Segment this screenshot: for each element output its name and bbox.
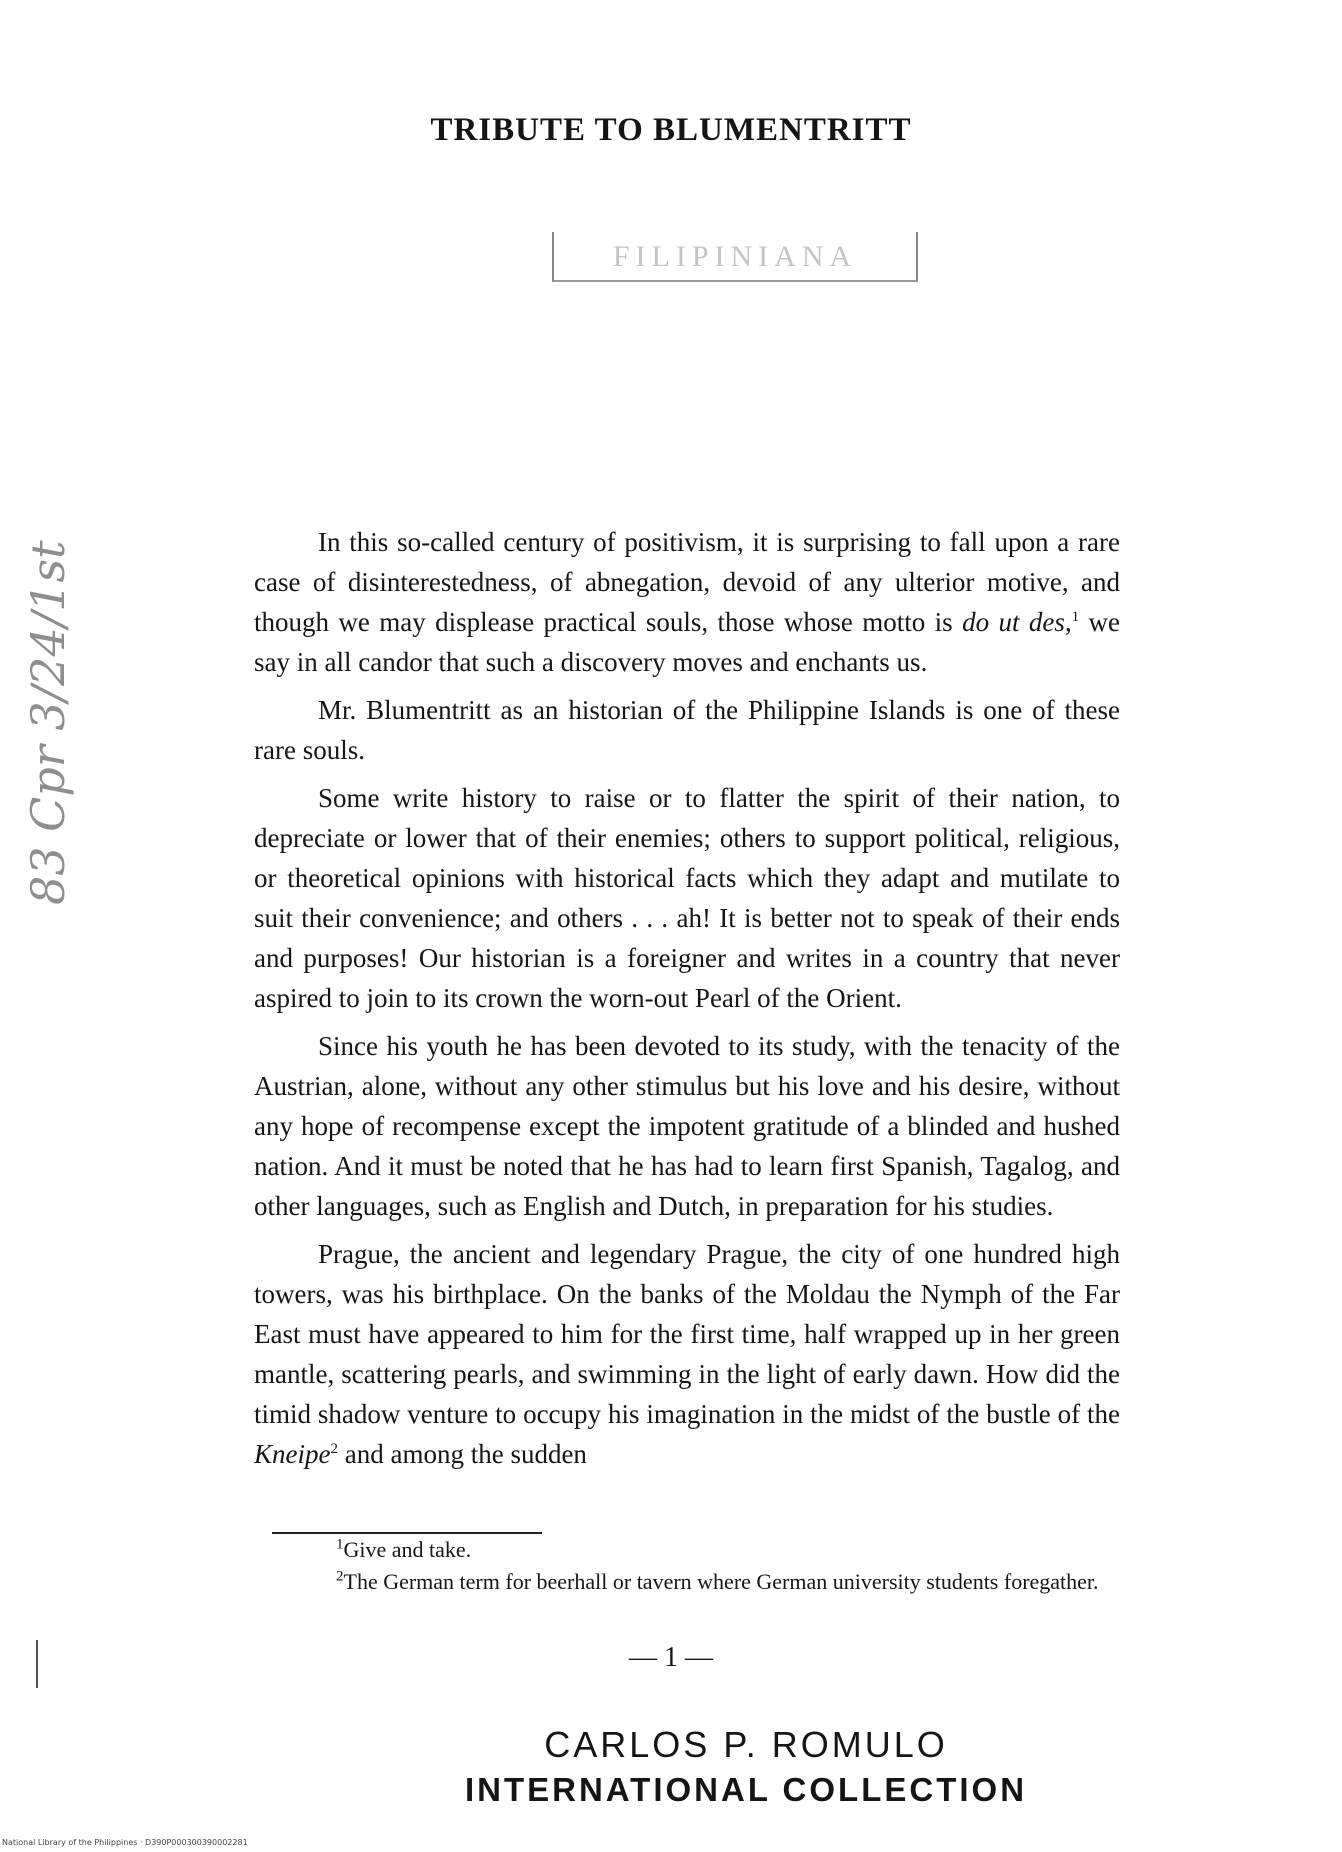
paragraph-text: In this so-called century of positivism, it is surprising to fall upon a rare case of disinterestedness, of abnegation, devoid of any ulterior motive, and though we may displease practical souls, those whose motto is: [254, 527, 1120, 637]
paragraph: [254, 522, 1120, 682]
paragraph: [254, 690, 1120, 770]
footnote-reference: 1: [1071, 609, 1080, 625]
paragraph-text: Since his youth he has been devoted to its study, with the tenacity of the Austrian, alone, without any other stimulus but his love and his desire, without any hope of recompense except the impotent gratitude of a blinded and hushed nation. And it must be noted that he has had to learn first Spanish, Tagalog, and other languages, such as English and Dutch, in preparation for his studies.: [254, 1031, 1120, 1221]
handwritten-margin-note: 83 Cpr 3/24/1st: [21, 540, 75, 905]
footnote-reference: 2: [330, 1441, 338, 1457]
footnote: [260, 1566, 1126, 1598]
footnote: [260, 1534, 1126, 1566]
paragraph: [254, 1234, 1120, 1474]
footnote-text: Give and take.: [343, 1537, 472, 1562]
body-text: [254, 522, 1120, 1482]
paragraph: [254, 778, 1120, 1018]
collection-name: CARLOS P. ROMULO: [544, 1724, 948, 1765]
archive-caption: National Library of the Philippines · D390P000300390002281: [2, 1838, 248, 1847]
filipiniana-stamp: FILIPINIANA: [552, 232, 918, 282]
paragraph-text: and among the sudden: [337, 1439, 587, 1469]
paragraph-text: Mr. Blumentritt as an historian of the Philippine Islands is one of these rare souls.: [254, 695, 1120, 765]
paragraph-text: Prague, the ancient and legendary Prague, the city of one hundred high towers, was his birthplace. On the banks of the Moldau the Nymph of the Far East must have appeared to him for the first time, half wrapped up in her green mantle, scattering pearls, and swimming in the light of early dawn. How did the timid shadow venture to occupy his imagination in the midst of the bustle of the: [254, 1239, 1120, 1429]
paragraph-text: we say in all candor that such a discovery moves and enchants us.: [254, 607, 1120, 677]
paragraph-text: Some write history to raise or to flatter the spirit of their nation, to depreciate or lower that of their enemies; others to support political, religious, or theoretical opinions with historical facts which they adapt and mutilate to suit their convenience; and others . . . ah! It is better not to speak of their ends and purposes! Our historian is a foreigner and writes in a country that never aspired to join to its crown the worn-out Pearl of the Orient.: [254, 783, 1120, 1013]
collection-stamp: [0, 1722, 1342, 1812]
footnote-marker: 2: [336, 1568, 344, 1585]
page-number: — 1 —: [629, 1642, 713, 1673]
margin-mark: [36, 1640, 38, 1688]
paragraph: [254, 1026, 1120, 1226]
page-title: TRIBUTE TO BLUMENTRITT: [430, 112, 912, 148]
paragraph-text: do ut des,: [962, 607, 1072, 637]
footnote-marker: 1: [336, 1536, 344, 1553]
footnote-text: The German term for beerhall or tavern where German university students foregather.: [343, 1569, 1099, 1594]
collection-subtitle: INTERNATIONAL COLLECTION: [464, 1771, 1028, 1808]
footnotes: [260, 1534, 1126, 1598]
paragraph-text: Kneipe: [254, 1439, 331, 1469]
